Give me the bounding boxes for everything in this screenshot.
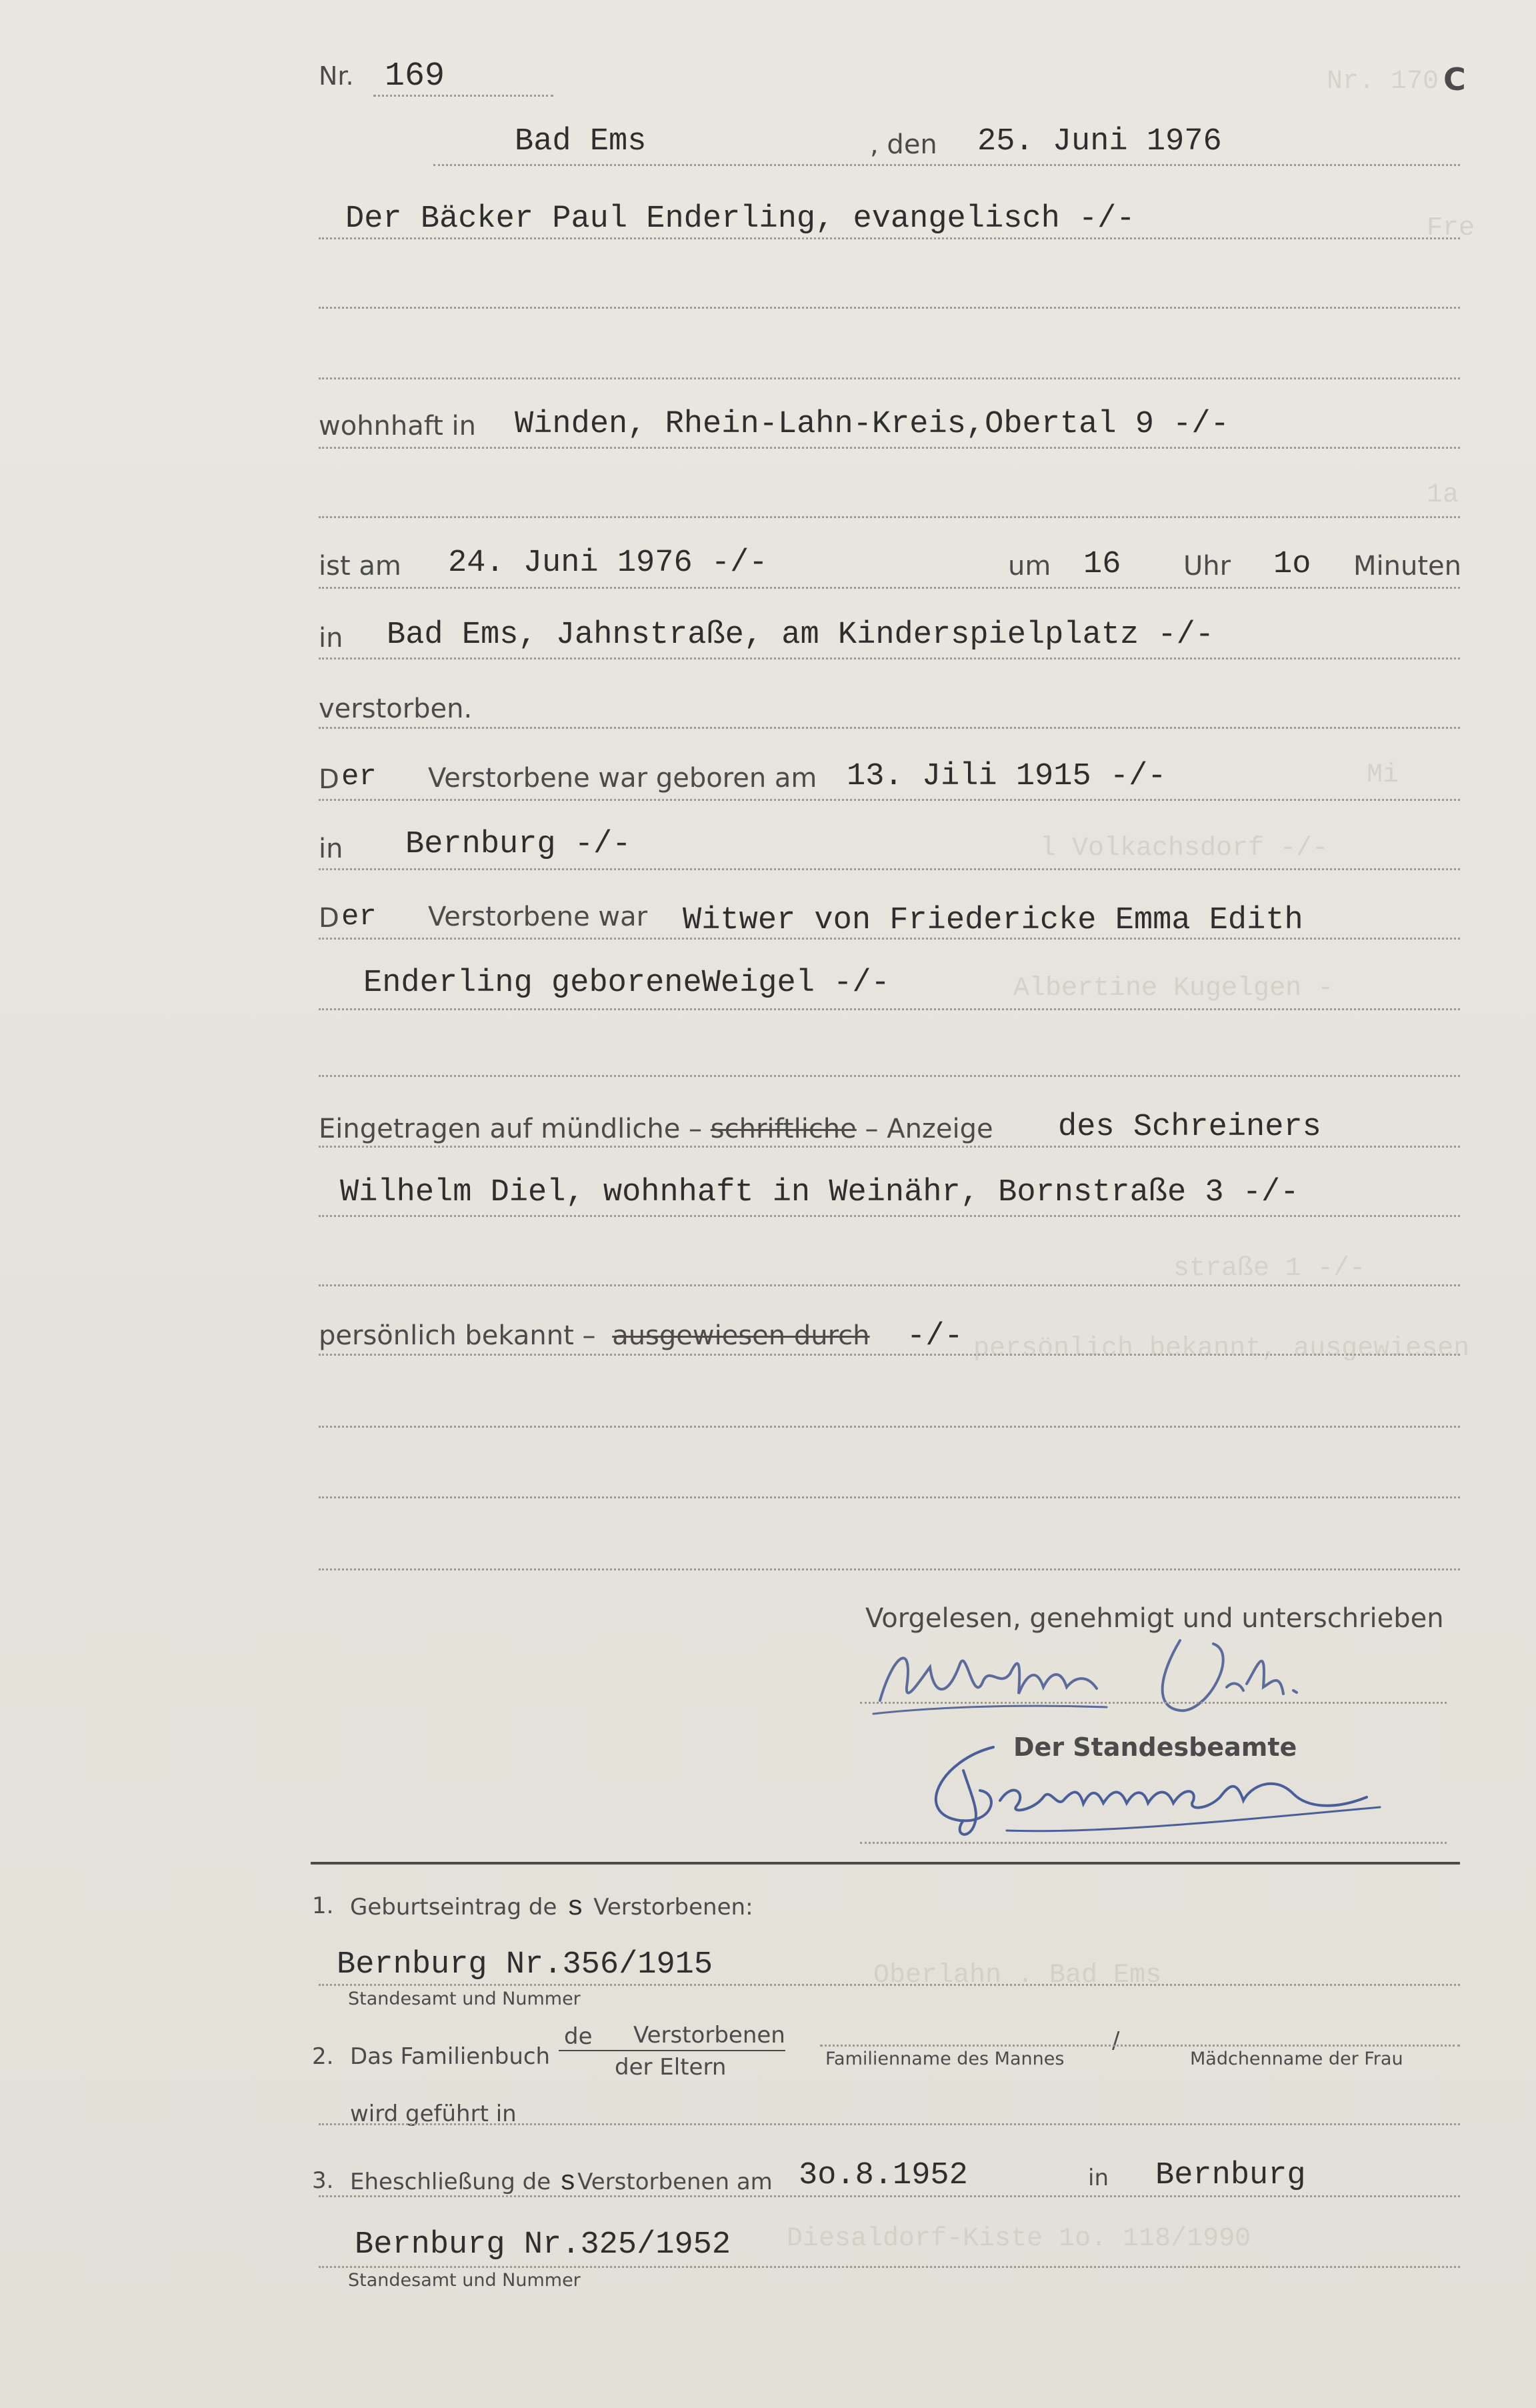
death-place: Bad Ems, Jahnstraße, am Kinderspielplatz -/- bbox=[387, 618, 1215, 653]
fraction-rule bbox=[559, 2050, 785, 2051]
dotted-rule bbox=[319, 1215, 1460, 1217]
dotted-rule bbox=[319, 447, 1460, 449]
read-approved-label: Vorgelesen, genehmigt und unterschrieben bbox=[865, 1603, 1444, 1634]
footnote-number-3: 3. bbox=[312, 2167, 334, 2194]
dotted-rule bbox=[319, 938, 1460, 940]
ist-am-label: ist am bbox=[319, 551, 401, 581]
informant-value-line1: des Schreiners bbox=[1058, 1110, 1321, 1145]
dotted-rule bbox=[820, 2045, 1460, 2047]
eltern-option: der Eltern bbox=[615, 2054, 727, 2081]
marriage-label bbox=[350, 2166, 773, 2198]
marital-label: Verstorbene war bbox=[428, 902, 648, 932]
registry-place: Bad Ems bbox=[515, 124, 647, 159]
registrar-signature-icon bbox=[900, 1734, 1407, 1847]
der-prefix: D bbox=[319, 764, 339, 795]
dotted-rule bbox=[319, 658, 1460, 660]
in-label: in bbox=[319, 834, 343, 864]
death-hour: 16 bbox=[1083, 547, 1121, 582]
dotted-rule bbox=[319, 1354, 1460, 1356]
dotted-rule bbox=[373, 95, 553, 97]
report-label-part2: – Anzeige bbox=[865, 1114, 993, 1144]
der-prefix: D bbox=[319, 903, 339, 934]
dotted-rule bbox=[319, 1284, 1460, 1286]
standesamt-label: Standesamt und Nummer bbox=[348, 1989, 581, 2009]
slash-separator: / bbox=[1112, 2027, 1120, 2054]
report-label bbox=[319, 1114, 993, 1144]
dotted-rule bbox=[319, 377, 1460, 379]
dotted-rule bbox=[319, 587, 1460, 589]
dotted-rule bbox=[319, 1984, 1460, 1986]
dotted-rule bbox=[433, 164, 1460, 166]
identity-label-text: persönlich bekannt – bbox=[319, 1320, 596, 1351]
marriage-date: 3o.8.1952 bbox=[799, 2158, 968, 2193]
report-label-part1: Eingetragen auf mündliche – bbox=[319, 1114, 703, 1144]
bleed-through: straße 1 -/- bbox=[1173, 1254, 1366, 1284]
dotted-rule bbox=[319, 2266, 1460, 2268]
death-date: 24. Juni 1976 -/- bbox=[448, 545, 768, 581]
dotted-rule bbox=[319, 2195, 1460, 2197]
bleed-through: 1a bbox=[1427, 480, 1459, 510]
nr-label: Nr. bbox=[319, 61, 354, 91]
dotted-rule bbox=[319, 1426, 1460, 1428]
marital-value-line2: Enderling geboreneWeigel -/- bbox=[363, 966, 890, 1001]
dotted-rule bbox=[319, 516, 1460, 518]
bleed-through: Albertine Kugelgen - bbox=[1013, 974, 1334, 1004]
dotted-rule bbox=[319, 1496, 1460, 1498]
dotted-rule bbox=[319, 799, 1460, 801]
der-typed: er bbox=[341, 760, 377, 794]
dotted-rule bbox=[319, 1146, 1460, 1148]
informant-value-line2: Wilhelm Diel, wohnhaft in Weinähr, Bornstraße 3 -/- bbox=[340, 1175, 1299, 1210]
birth-entry-s: s bbox=[567, 1891, 584, 1923]
deceased-description: Der Bäcker Paul Enderling, evangelisch -/- bbox=[345, 201, 1135, 237]
footnote-number-2: 2. bbox=[312, 2043, 334, 2070]
bleed-through: Diesaldorf-Kiste 1o. 118/1990 bbox=[787, 2224, 1251, 2254]
birth-place: Bernburg -/- bbox=[405, 827, 631, 862]
gefuehrt-label: wird geführt in bbox=[350, 2101, 517, 2127]
marriage-register: Bernburg Nr.325/1952 bbox=[355, 2227, 731, 2263]
dotted-rule bbox=[319, 1075, 1460, 1077]
bleed-through: Oberlahn . Bad Ems bbox=[873, 1961, 1162, 1991]
um-label: um bbox=[1008, 551, 1051, 581]
report-label-struck: schriftliche bbox=[710, 1114, 857, 1144]
marriage-label-text: Eheschließung de bbox=[350, 2169, 551, 2195]
dotted-rule bbox=[319, 2123, 1460, 2125]
dotted-rule bbox=[319, 727, 1460, 729]
marriage-label-text2: Verstorbenen am bbox=[577, 2169, 773, 2195]
dotted-rule bbox=[860, 1842, 1447, 1844]
death-minutes: 1o bbox=[1273, 547, 1311, 582]
verstorben-label: verstorben. bbox=[319, 694, 473, 724]
identity-value: -/- bbox=[907, 1319, 963, 1354]
dotted-rule bbox=[319, 1568, 1460, 1570]
familienname-mann-label: Familienname des Mannes bbox=[825, 2049, 1065, 2069]
birth-date: 13. Jili 1915 -/- bbox=[847, 759, 1167, 794]
dotted-rule bbox=[319, 1008, 1460, 1010]
den-label: , den bbox=[870, 129, 937, 160]
footnote-number-1: 1. bbox=[312, 1893, 334, 1919]
standesamt-label: Standesamt und Nummer bbox=[348, 2270, 581, 2291]
marriage-s: s bbox=[559, 2166, 577, 2198]
registrar-label: Der Standesbeamte bbox=[1013, 1732, 1297, 1762]
minuten-label: Minuten bbox=[1353, 551, 1461, 581]
dotted-rule bbox=[860, 1702, 1447, 1704]
identity-struck: ausgewiesen durch bbox=[612, 1320, 870, 1351]
informant-signature-icon bbox=[867, 1627, 1373, 1734]
bleed-through: Mi bbox=[1367, 760, 1399, 790]
dotted-rule bbox=[319, 307, 1460, 309]
record-number: 169 bbox=[385, 57, 445, 95]
corner-letter: C bbox=[1443, 61, 1466, 97]
familienbuch-label: Das Familienbuch bbox=[350, 2043, 551, 2070]
section-separator bbox=[311, 1862, 1460, 1865]
bleed-through: l Volkachsdorf -/- bbox=[1040, 834, 1329, 864]
birth-entry-label-text: Geburtseintrag de bbox=[350, 1894, 557, 1921]
bleed-through: persönlich bekannt, ausgewiesen bbox=[973, 1334, 1470, 1364]
birth-entry-label bbox=[350, 1891, 753, 1923]
dotted-rule bbox=[319, 868, 1460, 870]
birth-entry-value: Bernburg Nr.356/1915 bbox=[337, 1947, 713, 1983]
identity-label bbox=[319, 1320, 870, 1351]
uhr-label: Uhr bbox=[1183, 551, 1231, 581]
marriage-in-label: in bbox=[1088, 2165, 1109, 2191]
marital-value-line1: Witwer von Friedericke Emma Edith bbox=[683, 903, 1303, 938]
birth-label: Verstorbene war geboren am bbox=[428, 763, 817, 794]
der-typed: er bbox=[341, 900, 377, 934]
de-label: de bbox=[564, 2023, 593, 2050]
birth-entry-label-text2: Verstorbenen: bbox=[593, 1894, 753, 1921]
marriage-place: Bernburg bbox=[1155, 2158, 1306, 2193]
wohnhaft-label: wohnhaft in bbox=[319, 411, 476, 441]
maedchenname-frau-label: Mädchenname der Frau bbox=[1190, 2049, 1403, 2069]
registry-date: 25. Juni 1976 bbox=[977, 124, 1222, 159]
verstorbenen-option: Verstorbenen bbox=[633, 2022, 785, 2049]
residence-value: Winden, Rhein-Lahn-Kreis,Obertal 9 -/- bbox=[515, 407, 1229, 442]
dotted-rule bbox=[319, 237, 1460, 239]
bleed-through: Nr. 170 bbox=[1327, 67, 1439, 97]
bleed-through: Fre bbox=[1427, 213, 1475, 243]
in-label: in bbox=[319, 623, 343, 654]
